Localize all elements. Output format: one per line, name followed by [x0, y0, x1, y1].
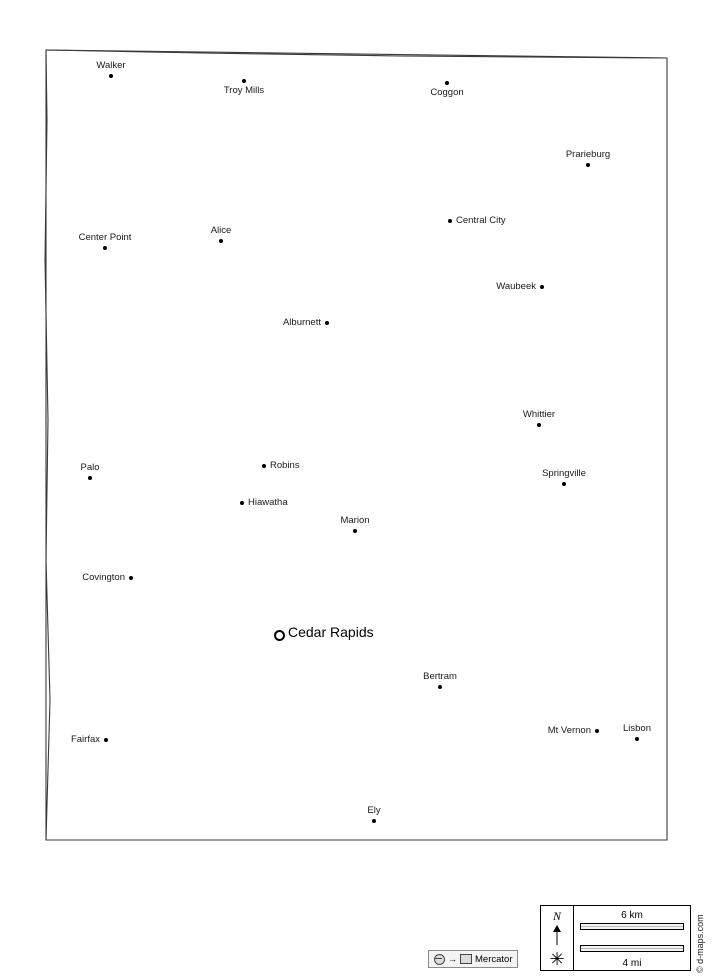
city-label: Mt Vernon — [547, 725, 591, 736]
city-label: Waubeek — [496, 281, 536, 292]
city-label: Troy Mills — [223, 85, 265, 96]
scale-bars — [574, 906, 690, 970]
city-dot-icon — [240, 501, 244, 505]
city-label: Alburnett — [282, 317, 321, 328]
scale-mi-label: 4 mi — [622, 958, 642, 969]
city-dot-icon — [562, 482, 566, 486]
city-label: Covington — [82, 572, 125, 583]
city-label: Prarieburg — [565, 149, 611, 160]
city-dot-icon — [445, 81, 449, 85]
city-label: Coggon — [430, 87, 464, 98]
city-dot-icon — [448, 219, 452, 223]
scale-mi-bar — [580, 945, 684, 952]
city-label: Whittier — [522, 409, 556, 420]
city-dot-icon — [262, 464, 266, 468]
city-label: Springville — [542, 468, 586, 479]
copyright-text: © d-maps.com — [695, 914, 705, 973]
city-label: Lisbon — [623, 723, 651, 734]
compass-arrow-stem-icon — [557, 931, 558, 945]
projection-selector[interactable] — [428, 950, 518, 968]
compass-north-label: N — [552, 909, 561, 923]
city-dot-icon — [109, 74, 113, 78]
scale-row-mi — [580, 939, 684, 969]
city-dot-icon — [537, 423, 541, 427]
city-label: Robins — [270, 460, 300, 471]
globe-icon — [434, 954, 445, 965]
city-label: Marion — [340, 515, 370, 526]
scale-box — [540, 905, 691, 971]
compass-star-icon: ✳ — [549, 949, 565, 969]
city-label: Ely — [367, 805, 381, 816]
city-label: Cedar Rapids — [288, 624, 374, 640]
city-dot-icon — [88, 476, 92, 480]
city-label: Fairfax — [70, 734, 100, 745]
city-dot-icon — [595, 729, 599, 733]
city-label: Central City — [456, 215, 506, 226]
city-dot-icon — [103, 246, 107, 250]
projection-label: Mercator — [475, 953, 513, 965]
scale-row-km — [580, 908, 684, 938]
city-dot-icon — [104, 738, 108, 742]
scale-km-label: 6 km — [621, 910, 643, 921]
city-dot-icon — [438, 685, 442, 689]
city-label: Palo — [80, 462, 100, 473]
city-dot-icon — [540, 285, 544, 289]
city-label: Alice — [210, 225, 232, 236]
city-dot-icon — [372, 819, 376, 823]
city-label: Hiawatha — [248, 497, 288, 508]
city-dot-icon — [219, 239, 223, 243]
city-dot-icon — [353, 529, 357, 533]
compass-rose — [541, 906, 574, 970]
city-dot-icon — [242, 79, 246, 83]
city-label: Bertram — [423, 671, 457, 682]
city-dot-icon — [129, 576, 133, 580]
scale-km-bar — [580, 923, 684, 930]
flat-map-icon — [460, 954, 472, 964]
city-label: Center Point — [78, 232, 132, 243]
city-label: Walker — [96, 60, 126, 71]
capital-dot-icon — [274, 630, 285, 641]
city-dot-icon — [586, 163, 590, 167]
city-dot-icon — [635, 737, 639, 741]
city-dot-icon — [325, 321, 329, 325]
arrow-right-icon: → — [448, 953, 457, 964]
copyright-credit — [695, 853, 712, 973]
